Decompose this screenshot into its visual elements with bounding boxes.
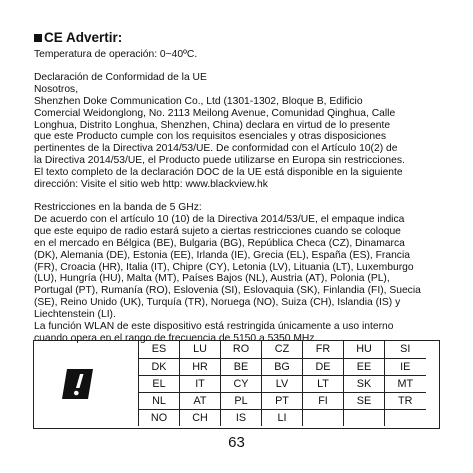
country-code-cell: NO: [139, 409, 180, 426]
country-code-cell: EE: [344, 358, 385, 375]
temperature-line: Temperatura de operación: 0~40ºC.: [34, 49, 198, 60]
restrictions-line: Liechtenstein (LI).: [34, 309, 116, 321]
country-code-cell: EL: [139, 375, 180, 392]
country-code-cell: HR: [180, 358, 221, 375]
page-number: 63: [228, 434, 245, 451]
declaration-line: Nosotros,: [34, 83, 79, 95]
warning-exclamation-icon: [60, 366, 96, 402]
declaration-line: dirección: Visite el sitio web http: www.blackview.hk: [34, 179, 268, 191]
country-code-cell: LI: [262, 409, 303, 426]
country-code-cell: [344, 409, 385, 426]
table-row: [139, 409, 426, 426]
country-code-cell: CH: [180, 409, 221, 426]
restrictions-line: De acuerdo con el artículo 10 (10) de la Directiva 2014/53/UE, el empaque indica: [34, 213, 405, 225]
country-code-cell: SK: [344, 375, 385, 392]
restrictions-line: (DK), Alemania (DE), Estonia (EE), Irlanda (IE), Grecia (EL), España (ES), Francia: [34, 249, 410, 261]
restrictions-line: en el mercado en Bélgica (BE), Bulgaria (BG), República Checa (CZ), Dinamarca: [34, 237, 405, 249]
declaration-line: Comercial Weidonglong, No. 2113 Meilong Avenue, Comunidad Qinghua, Calle: [34, 107, 396, 119]
declaration-line: Shenzhen Doke Communication Co., Ltd (1301-1302, Bloque B, Edificio: [34, 95, 363, 107]
heading-text: CE Advertir:: [44, 30, 123, 45]
declaration-paragraph: [34, 72, 446, 191]
table-row: [139, 341, 426, 358]
country-code-cell: CZ: [262, 341, 303, 358]
restrictions-line: (LU), Hungría (HU), Malta (MT), Países Bajos (NL), Austria (AT), Polonia (PL),: [34, 273, 390, 285]
country-code-table: [138, 341, 426, 426]
country-code-cell: LT: [303, 375, 344, 392]
country-code-cell: FI: [303, 392, 344, 409]
declaration-line: Declaración de Conformidad de la UE: [34, 71, 207, 83]
country-code-cell: ES: [139, 341, 180, 358]
square-bullet-icon: [34, 34, 42, 42]
country-code-cell: LV: [262, 375, 303, 392]
restrictions-line: (FR), Croacia (HR), Italia (IT), Chipre (CY), Letonia (LV), Lituania (LT), Luxemburgo: [34, 261, 414, 273]
country-code-cell: CY: [221, 375, 262, 392]
country-code-cell: PT: [262, 392, 303, 409]
declaration-line: El texto completo de la declaración DOC de la UE está disponible en la siguiente: [34, 167, 403, 179]
country-code-cell: RO: [221, 341, 262, 358]
country-code-cell: HU: [344, 341, 385, 358]
country-code-cell: SE: [344, 392, 385, 409]
country-code-cell: SI: [385, 341, 426, 358]
country-code-cell: TR: [385, 392, 426, 409]
country-code-cell: MT: [385, 375, 426, 392]
country-code-cell: PL: [221, 392, 262, 409]
declaration-line: Longhua, Distrito Longhua, Shenzhen, China) declara en virtud de lo presente: [34, 119, 391, 131]
country-code-cell: DE: [303, 358, 344, 375]
declaration-line: la Directiva 2014/53/UE, el Producto puede utilizarse en Europa sin restricciones.: [34, 155, 405, 167]
restrictions-paragraph: [34, 202, 446, 345]
country-code-cell: IT: [180, 375, 221, 392]
declaration-line: pertinentes de la Directiva 2014/53/UE. De conformidad con el Artículo 10(2) de: [34, 143, 398, 155]
restrictions-line: cuando opera en el rango de frecuencia de 5150 a 5350 MHz.: [34, 332, 318, 344]
country-code-cell: [385, 409, 426, 426]
country-code-cell: LU: [180, 341, 221, 358]
table-row: [139, 392, 426, 409]
country-code-cell: IE: [385, 358, 426, 375]
country-code-cell: BG: [262, 358, 303, 375]
country-code-cell: IS: [221, 409, 262, 426]
document-page: [34, 30, 446, 345]
declaration-line: que este Producto cumple con los requisitos esenciales y otras disposiciones: [34, 131, 386, 143]
restrictions-line: (SE), Reino Unido (UK), Turquía (TR), Noruega (NO), Suiza (CH), Islandia (IS) y: [34, 297, 401, 309]
restrictions-line: Portugal (PT), Rumanía (RO), Eslovenia (SI), Eslovaquia (SK), Finlandia (FI), Suecia: [34, 285, 421, 297]
country-code-cell: BE: [221, 358, 262, 375]
section-heading: [34, 30, 446, 46]
restrictions-line: Restricciones en la banda de 5 GHz:: [34, 201, 202, 213]
restrictions-line: La función WLAN de este dispositivo está restringida únicamente a uso interno: [34, 321, 394, 333]
country-restriction-box: [33, 340, 440, 429]
country-code-cell: FR: [303, 341, 344, 358]
table-row: [139, 358, 426, 375]
country-code-cell: DK: [139, 358, 180, 375]
country-code-cell: [303, 409, 344, 426]
table-row: [139, 375, 426, 392]
country-code-cell: AT: [180, 392, 221, 409]
restrictions-line: que este equipo de radio estará sujeto a ciertas restricciones cuando se coloque: [34, 225, 401, 237]
country-code-cell: NL: [139, 392, 180, 409]
